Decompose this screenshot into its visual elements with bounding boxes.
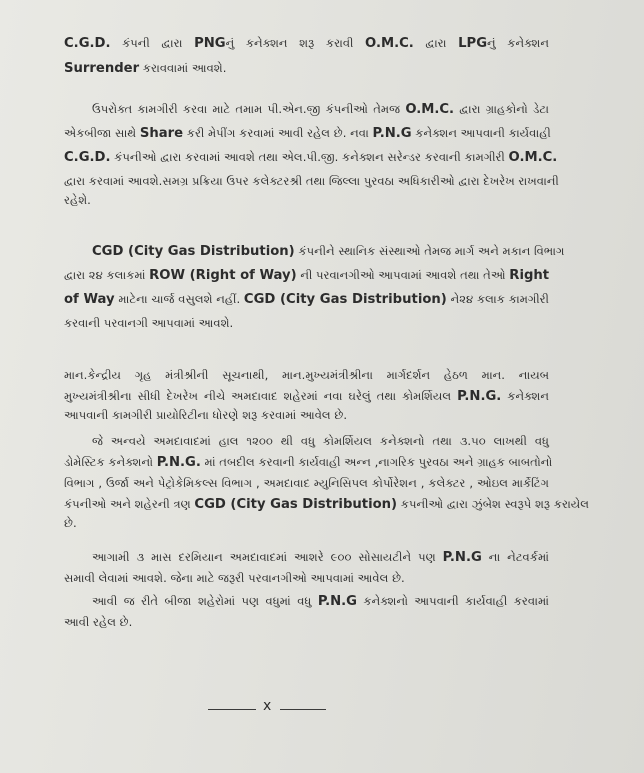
text-line: મુખ્યમંત્રીશ્રીના સીધી દેખરેખ નીચે અમદાવાદ શહેરમાં નવા ઘરેલું તથા કોમર્શિયલ P.N.G. કનેક્શન (64, 389, 549, 404)
text-line: of Way માટેના ચાર્જ વસુલશે નહીં. CGD (City Gas Distribution) ને૨૪ કલાક કામગીરી (64, 292, 549, 307)
text-line: સમાવી લેવામાં આવશે. જેના માટે જરૂરી પરવાનગીઓ આપવામાં આવેલ છે. (64, 571, 405, 585)
paragraph-7 (64, 592, 549, 632)
text-line: Surrender કરાવવામાં આવશે. (64, 61, 227, 76)
text-line: છે. (64, 516, 77, 530)
paragraph-6 (64, 548, 549, 588)
end-x-mark: x (263, 698, 272, 714)
text-line: વિભાગ , ઉર્જા અને પેટ્રોકેમિકલ્સ વિભાગ , અમદાવાદ મ્યુનિસિપલ કોર્પોરેશન , કલેક્ટર , ઓઇલ માર્કેટિંગ (64, 476, 549, 490)
text-line: જે અન્વયે અમદાવાદમાં હાલ ૧૨૦૦ થી વધુ કોમર્શિયલ કનેક્શનો તથા ૩.૫૦ લાખથી વધુ (92, 434, 549, 448)
text-line: દ્વારા કરવામાં આવશે.સમગ્ર પ્રક્રિયા ઉપર કલેક્ટરશ્રી તથા જિલ્લા પુરવઠા અધિકારીઓ દ્વારા દેખરેખ રાખવાની (64, 174, 559, 188)
paragraph-3 (64, 242, 565, 333)
end-dash-right (280, 709, 326, 710)
text-line: દ્વારા ૨૪ કલાકમાં ROW (Right of Way) ની પરવાનગીઓ આપવામાં આવશે તથા તેઓ Right (64, 268, 550, 283)
text-line: ડોમેસ્ટિક કનેક્શનો P.N.G. માં તબદીલ કરવાની કાર્યવાહી અન્ન ,નાગરિક પુરવઠા અને ગ્રાહક બાબતોનો (64, 455, 553, 470)
text-line: કરવાની પરવાનગી આપવામાં આવશે. (64, 316, 234, 330)
text-line: આપવાની કામગીરી પ્રાયોરિટીના ધોરણે શરૂ કરવામાં આવેલ છે. (64, 408, 348, 422)
text-line: આગામી ૩ માસ દરમિયાન અમદાવાદમાં આશરે ૯૦૦ સોસાયટીને પણ P.N.G ના નેટવર્કમાં (92, 550, 549, 565)
text-line: એકબીજા સાથે Share કરી મેપીંગ કરવામાં આવી રહેલ છે. નવા P.N.G કનેક્શન આપવાની કાર્યવાહી (64, 126, 551, 141)
end-dash-left (208, 709, 256, 710)
paragraph-4 (64, 366, 549, 425)
text-line: આવી રહેલ છે. (64, 615, 133, 629)
text-line: માન.કેન્દ્રીય ગૃહ મંત્રીશ્રીની સૂચનાથી, માન.મુખ્યમંત્રીશ્રીના માર્ગદર્શન હેઠળ માન. નાયબ (64, 368, 549, 382)
end-of-document-mark (200, 698, 330, 718)
text-line: રહેશે. (64, 193, 91, 207)
text-line: CGD (City Gas Distribution) કંપનીને સ્થાનિક સંસ્થાઓ તેમજ માર્ગ અને મકાન વિભાગ (92, 244, 565, 259)
text-line: ઉપરોક્ત કામગીરી કરવા માટે તમામ પી.એન.જી કંપનીઓ તેમજ O.M.C. દ્વારા ગ્રાહકોનો ડેટા (92, 102, 549, 117)
text-line: આવી જ રીતે બીજા શહેરોમાં પણ વધુમાં વધુ P.N.G કનેક્શનો આપવાની કાર્યવાહી કરવામાં (92, 594, 550, 609)
paragraph-1 (64, 34, 549, 78)
paragraph-2 (64, 100, 559, 210)
text-line: કંપનીઓ અને શહેરની ત્રણ CGD (City Gas Distribution) કપનીઓ દ્વારા ઝુંબેશ સ્વરૂપે શરૂ કરાયેલ (64, 497, 590, 512)
paragraph-5 (64, 432, 590, 533)
text-line: C.G.D. કંપની દ્વારા PNGનું કનેક્શન શરૂ કરાવી O.M.C. દ્વારા LPGનું કનેક્શન (64, 36, 549, 51)
text-line: C.G.D. કંપનીઓ દ્વારા કરવામાં આવશે તથા એલ.પી.જી. કનેક્શન સરેન્ડર કરવાની કામગીરી O.M.C. (64, 150, 558, 165)
